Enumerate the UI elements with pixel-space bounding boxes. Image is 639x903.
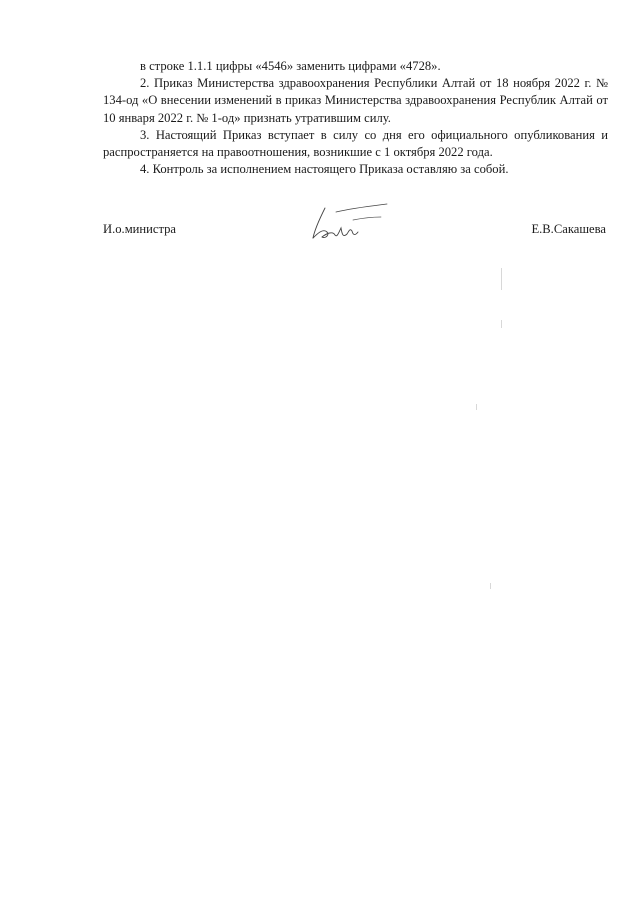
paragraph-3: 3. Настоящий Приказ вступает в силу со дня его официального опубликования и распространяется на правоотношения, возникшие с 1 октября 2022 года. — [103, 127, 608, 160]
handwritten-signature — [303, 198, 393, 244]
paragraph-4: 4. Контроль за исполнением настоящего Приказа оставляю за собой. — [140, 162, 509, 177]
scan-artifact — [490, 583, 491, 589]
document-body — [103, 58, 608, 178]
scan-artifact — [476, 404, 477, 410]
paragraph-1-continuation: в строке 1.1.1 цифры «4546» заменить цифрами «4728». — [140, 59, 441, 73]
signatory-name: Е.В.Сакашева — [531, 222, 606, 236]
paragraph-2: 2. Приказ Министерства здравоохранения Республики Алтай от 18 ноября 2022 г. № 134-од «О внесении изменений в приказ Министерства здравоохранения Республик Алтай от 10 января 2022 г. № 1-од» признать утратившим силу. — [103, 76, 608, 125]
scan-artifact — [501, 268, 502, 290]
scan-artifact — [501, 320, 502, 328]
signatory-title: И.о.министра — [103, 222, 177, 236]
